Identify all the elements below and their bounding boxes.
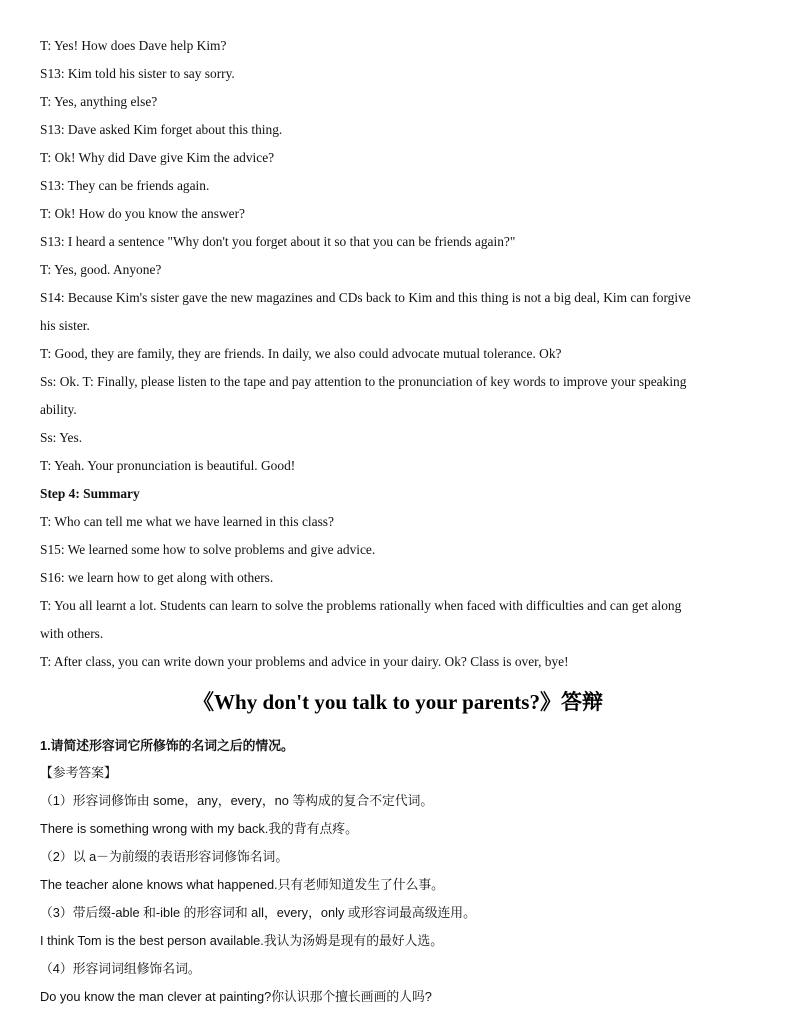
- answer-line: （3）带后缀-able 和-ible 的形容词和 all，every，only 或形容词最高级连用。: [40, 905, 476, 920]
- summary-line: T: You all learnt a lot. Students can learn to solve the problems rationally when faced with difficulties and can get along: [40, 598, 682, 613]
- answer-line: Do you know the man clever at painting?你认识那个擅长画画的人吗?: [40, 989, 432, 1004]
- summary-line: S16: we learn how to get along with others.: [40, 570, 274, 585]
- answer-line: There is something wrong with my back.我的背有点疼。: [40, 821, 358, 836]
- dialogue-line: S13: I heard a sentence "Why don't you forget about it so that you can be friends again?": [40, 234, 516, 249]
- dialogue-line: T: Good, they are family, they are friends. In daily, we also could advocate mutual tolerance. Ok?: [40, 346, 562, 361]
- answer-line: I think Tom is the best person available.我认为汤姆是现有的最好人选。: [40, 933, 443, 948]
- dialogue-line: S13: Dave asked Kim forget about this thing.: [40, 122, 283, 137]
- dialogue-line: his sister.: [40, 318, 90, 333]
- step-heading: Step 4: Summary: [40, 486, 140, 501]
- dialogue-line: T: Yes! How does Dave help Kim?: [40, 38, 227, 53]
- dialogue-line: S13: Kim told his sister to say sorry.: [40, 66, 235, 81]
- answer-line: （1）形容词修饰由 some，any，every，no 等构成的复合不定代词。: [40, 793, 434, 808]
- dialogue-line: T: Yeah. Your pronunciation is beautiful. Good!: [40, 458, 296, 473]
- answer-label: 【参考答案】: [40, 765, 117, 780]
- dialogue-line: Ss: Yes.: [40, 430, 83, 445]
- question-heading: 1.请简述形容词它所修饰的名词之后的情况。: [40, 738, 294, 753]
- dialogue-line: S13: They can be friends again.: [40, 178, 210, 193]
- dialogue-line: T: Ok! Why did Dave give Kim the advice?: [40, 150, 275, 165]
- answer-line: （2）以 a－为前缀的表语形容词修饰名词。: [40, 849, 289, 864]
- summary-line: S15: We learned some how to solve problems and give advice.: [40, 542, 376, 557]
- dialogue-line: T: Yes, good. Anyone?: [40, 262, 162, 277]
- dialogue-line: T: Yes, anything else?: [40, 94, 158, 109]
- summary-line: with others.: [40, 626, 104, 641]
- section-title: 《Why don't you talk to your parents?》答辩: [193, 690, 603, 714]
- summary-line: T: After class, you can write down your problems and advice in your dairy. Ok? Class is over, bye!: [40, 654, 569, 669]
- dialogue-line: S14: Because Kim's sister gave the new magazines and CDs back to Kim and this thing is not a big deal, Kim can forgive: [40, 290, 691, 305]
- summary-line: T: Who can tell me what we have learned in this class?: [40, 514, 334, 529]
- dialogue-line: ability.: [40, 402, 77, 417]
- dialogue-line: T: Ok! How do you know the answer?: [40, 206, 245, 221]
- answer-line: The teacher alone knows what happened.只有老师知道发生了什么事。: [40, 877, 444, 892]
- answer-line: （4）形容词词组修饰名词。: [40, 961, 201, 976]
- dialogue-line: Ss: Ok. T: Finally, please listen to the tape and pay attention to the pronunciation of key words to improve your speaking: [40, 374, 687, 389]
